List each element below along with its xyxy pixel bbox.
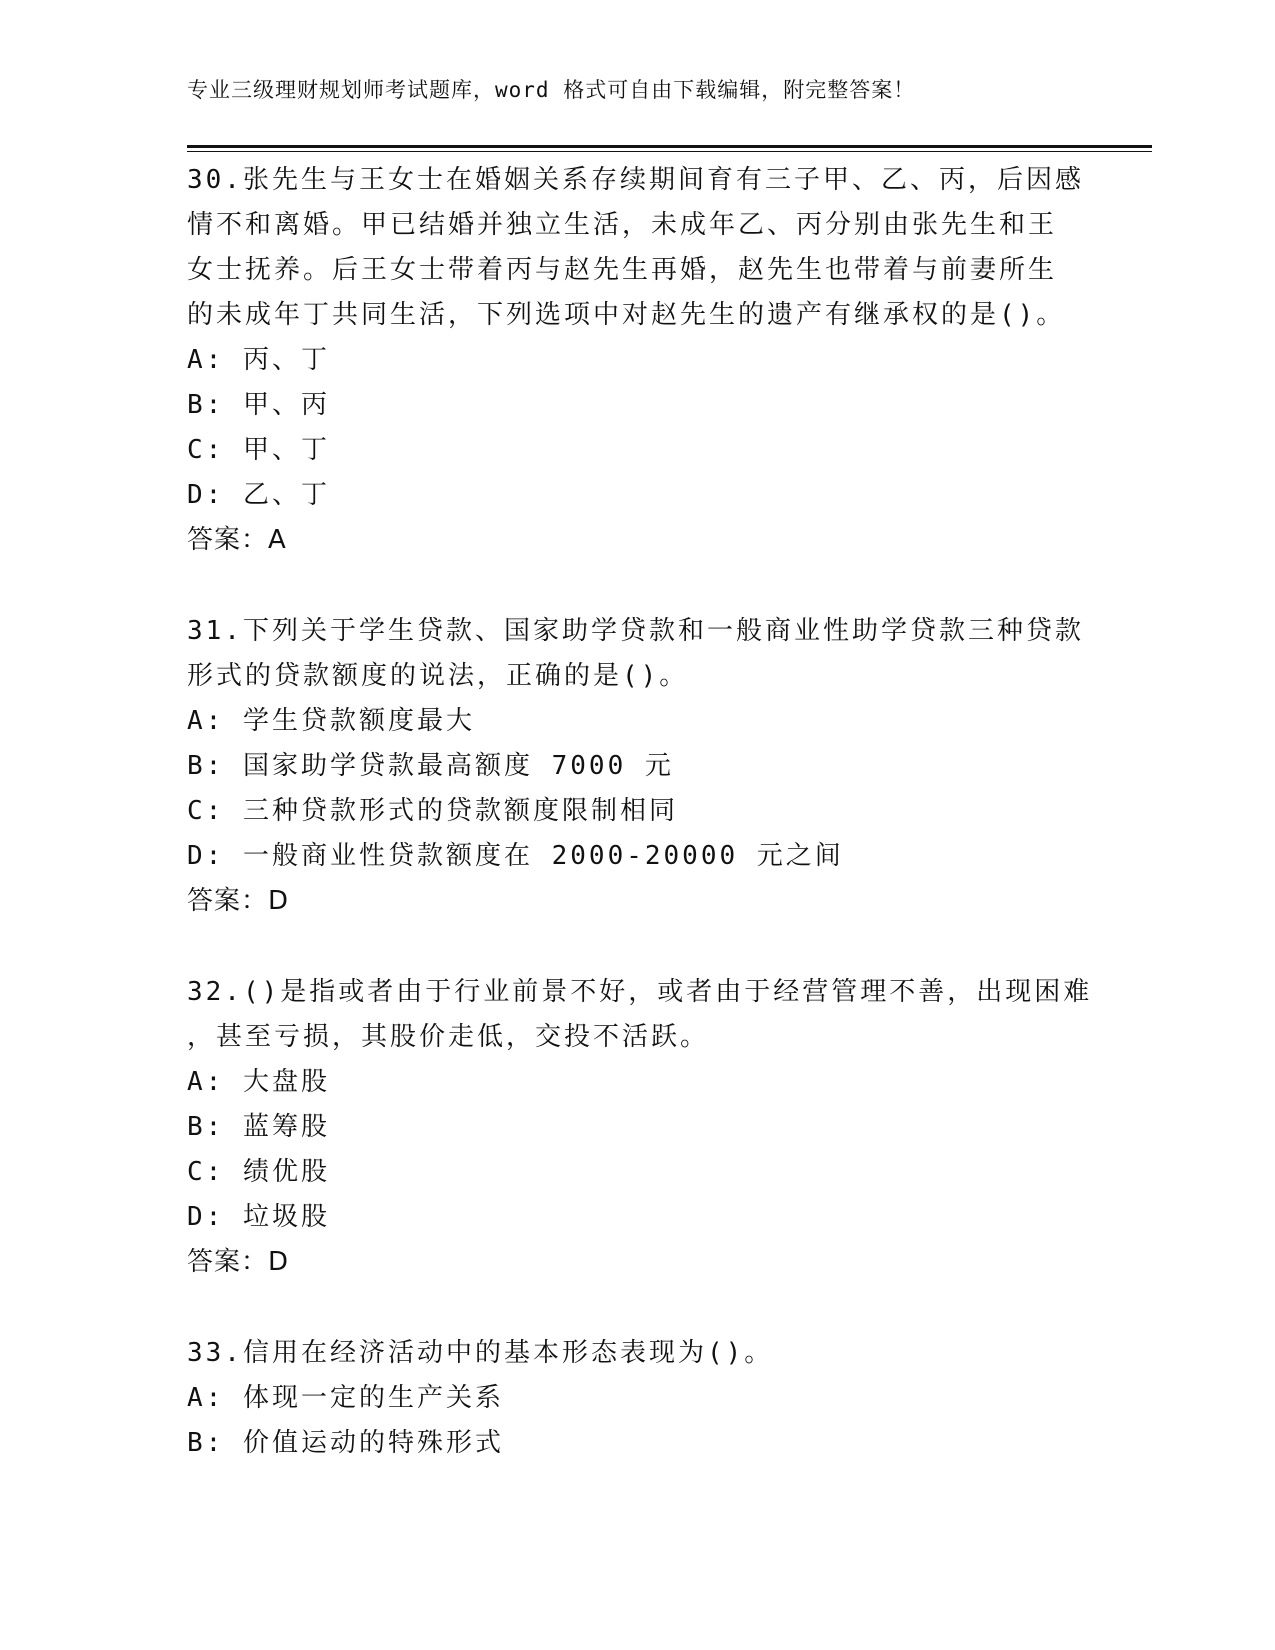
header-rule-thin — [187, 151, 1152, 152]
question-32 — [187, 970, 1093, 1285]
option-a: A: 丙、丁 — [187, 345, 330, 375]
question-31 — [187, 609, 1087, 924]
answer: 答案：D — [187, 1247, 290, 1277]
option-c: C: 甲、丁 — [187, 435, 330, 465]
question-stem-line: 33.信用在经济活动中的基本形态表现为()。 — [187, 1338, 774, 1368]
option-a: A: 学生贷款额度最大 — [187, 706, 475, 736]
question-list — [187, 158, 1093, 1512]
option-a: A: 体现一定的生产关系 — [187, 1383, 504, 1413]
option-d: D: 乙、丁 — [187, 480, 330, 510]
option-b: B: 价值运动的特殊形式 — [187, 1428, 504, 1458]
answer: 答案：D — [187, 886, 290, 916]
page-header: 专业三级理财规划师考试题库，word 格式可自由下载编辑，附完整答案！ — [187, 78, 916, 102]
option-d: D: 垃圾股 — [187, 1202, 330, 1232]
option-b: B: 国家助学贷款最高额度 7000 元 — [187, 751, 674, 781]
option-c: C: 三种贷款形式的贷款额度限制相同 — [187, 796, 678, 826]
question-stem-line: 32.()是指或者由于行业前景不好，或者由于经营管理不善，出现困难 — [187, 977, 1093, 1007]
option-d: D: 一般商业性贷款额度在 2000-20000 元之间 — [187, 841, 844, 871]
question-stem-line: 的未成年丁共同生活，下列选项中对赵先生的遗产有继承权的是()。 — [187, 300, 1066, 330]
question-stem-line: 女士抚养。后王女士带着丙与赵先生再婚，赵先生也带着与前妻所生 — [187, 255, 1058, 285]
option-a: A: 大盘股 — [187, 1067, 330, 1097]
question-stem-line: ，甚至亏损，其股价走低，交投不活跃。 — [187, 1022, 710, 1052]
header-rule-thick — [187, 145, 1152, 148]
option-b: B: 蓝筹股 — [187, 1112, 330, 1142]
question-stem-line: 31.下列关于学生贷款、国家助学贷款和一般商业性助学贷款三种贷款 — [187, 616, 1084, 646]
option-b: B: 甲、丙 — [187, 390, 330, 420]
answer: 答案：A — [187, 525, 287, 555]
question-stem-line: 情不和离婚。甲已结婚并独立生活，未成年乙、丙分别由张先生和王 — [187, 210, 1058, 240]
question-33 — [187, 1331, 1087, 1466]
option-c: C: 绩优股 — [187, 1157, 330, 1187]
question-stem-line: 形式的贷款额度的说法，正确的是()。 — [187, 661, 689, 691]
question-stem-line: 30.张先生与王女士在婚姻关系存续期间育有三子甲、乙、丙，后因感 — [187, 165, 1084, 195]
question-30 — [187, 158, 1087, 563]
